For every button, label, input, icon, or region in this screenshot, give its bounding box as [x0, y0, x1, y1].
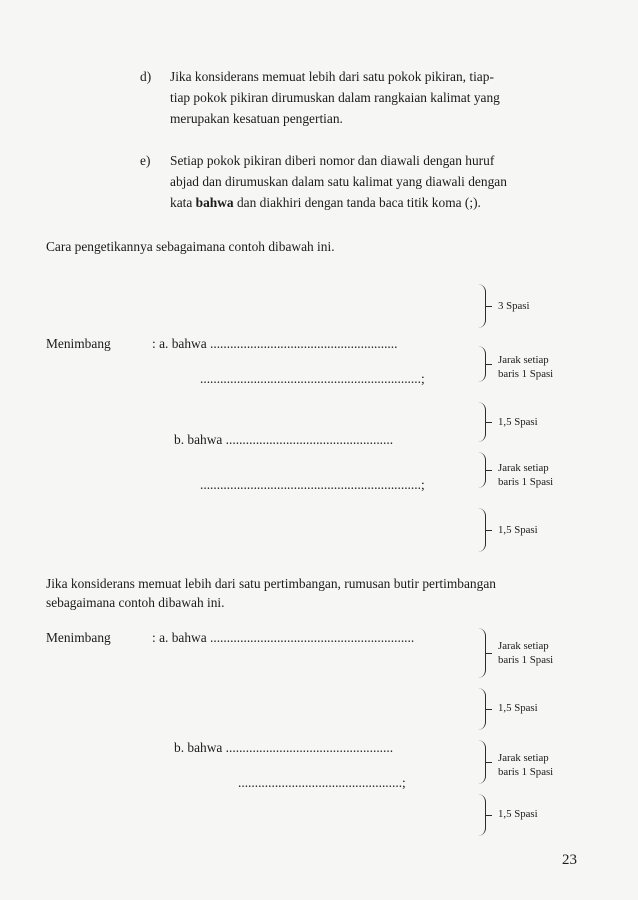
intro-text-2-line-1: Jika konsiderans memuat lebih dari satu pertimbangan, rumusan butir pertimbangan: [46, 576, 496, 591]
brace-line-spacing: [476, 452, 486, 488]
label-jarak-setiap: Jarak setiap: [498, 354, 549, 366]
item-line: merupakan kesatuan pengertian.: [170, 111, 343, 126]
brace-1-5-spasi: [476, 508, 486, 552]
item-marker: d): [140, 69, 152, 84]
label-jarak-setiap: Jarak setiap: [498, 462, 549, 474]
brace-line-spacing: [476, 628, 486, 678]
item-line-end: dan diakhiri dengan tanda baca titik koma (;).: [233, 195, 481, 210]
item-marker: e): [140, 153, 151, 168]
item-text: [170, 150, 590, 213]
consideration-a-2: : a. bahwa .............................................................: [152, 630, 415, 645]
item-line-start: kata: [170, 195, 196, 210]
label-jarak-setiap: Jarak setiap: [498, 640, 549, 652]
brace-3-spasi: [476, 284, 486, 328]
menimbang-label-1: Menimbang: [46, 336, 111, 351]
consideration-a-continuation-1: ..................................................................;: [200, 371, 425, 386]
label-jarak-setiap: Jarak setiap: [498, 752, 549, 764]
consideration-b-continuation-1: ..................................................................;: [200, 477, 425, 492]
keyword-bahwa: bahwa: [195, 195, 234, 210]
consideration-b-continuation-2: .................................................;: [238, 775, 406, 790]
brace-1-5-spasi: [476, 402, 486, 442]
menimbang-label-2: Menimbang: [46, 630, 111, 645]
label-3-spasi: 3 Spasi: [498, 300, 530, 312]
intro-text-2-line-2: sebagaimana contoh dibawah ini.: [46, 595, 225, 610]
brace-1-5-spasi: [476, 794, 486, 836]
label-baris-1-spasi: baris 1 Spasi: [498, 654, 554, 666]
consideration-b-2: b. bahwa ..................................................: [174, 740, 394, 755]
item-text: [170, 66, 590, 129]
brace-1-5-spasi: [476, 688, 486, 730]
label-baris-1-spasi: baris 1 Spasi: [498, 368, 554, 380]
item-line: abjad dan dirumuskan dalam satu kalimat yang diawali dengan: [170, 174, 507, 189]
page-number: 23: [562, 852, 577, 868]
item-line: Jika konsiderans memuat lebih dari satu pokok pikiran, tiap-: [170, 69, 494, 84]
label-1-5-spasi: 1,5 Spasi: [498, 416, 538, 428]
label-1-5-spasi: 1,5 Spasi: [498, 702, 538, 714]
label-1-5-spasi: 1,5 Spasi: [498, 808, 538, 820]
label-baris-1-spasi: baris 1 Spasi: [498, 766, 554, 778]
consideration-b-1: b. bahwa ..................................................: [174, 432, 394, 447]
item-line: tiap pokok pikiran dirumuskan dalam rangkaian kalimat yang: [170, 90, 500, 105]
list-item-d: [140, 66, 600, 132]
label-1-5-spasi: 1,5 Spasi: [498, 524, 538, 536]
brace-line-spacing: [476, 346, 486, 382]
label-baris-1-spasi: baris 1 Spasi: [498, 476, 554, 488]
intro-text-1: Cara pengetikannya sebagaimana contoh dibawah ini.: [46, 239, 335, 254]
item-line: Setiap pokok pikiran diberi nomor dan diawali dengan huruf: [170, 153, 495, 168]
brace-line-spacing: [476, 740, 486, 784]
item-line: [170, 192, 590, 213]
consideration-a-1: : a. bahwa ........................................................: [152, 336, 398, 351]
list-item-e: [140, 150, 600, 216]
